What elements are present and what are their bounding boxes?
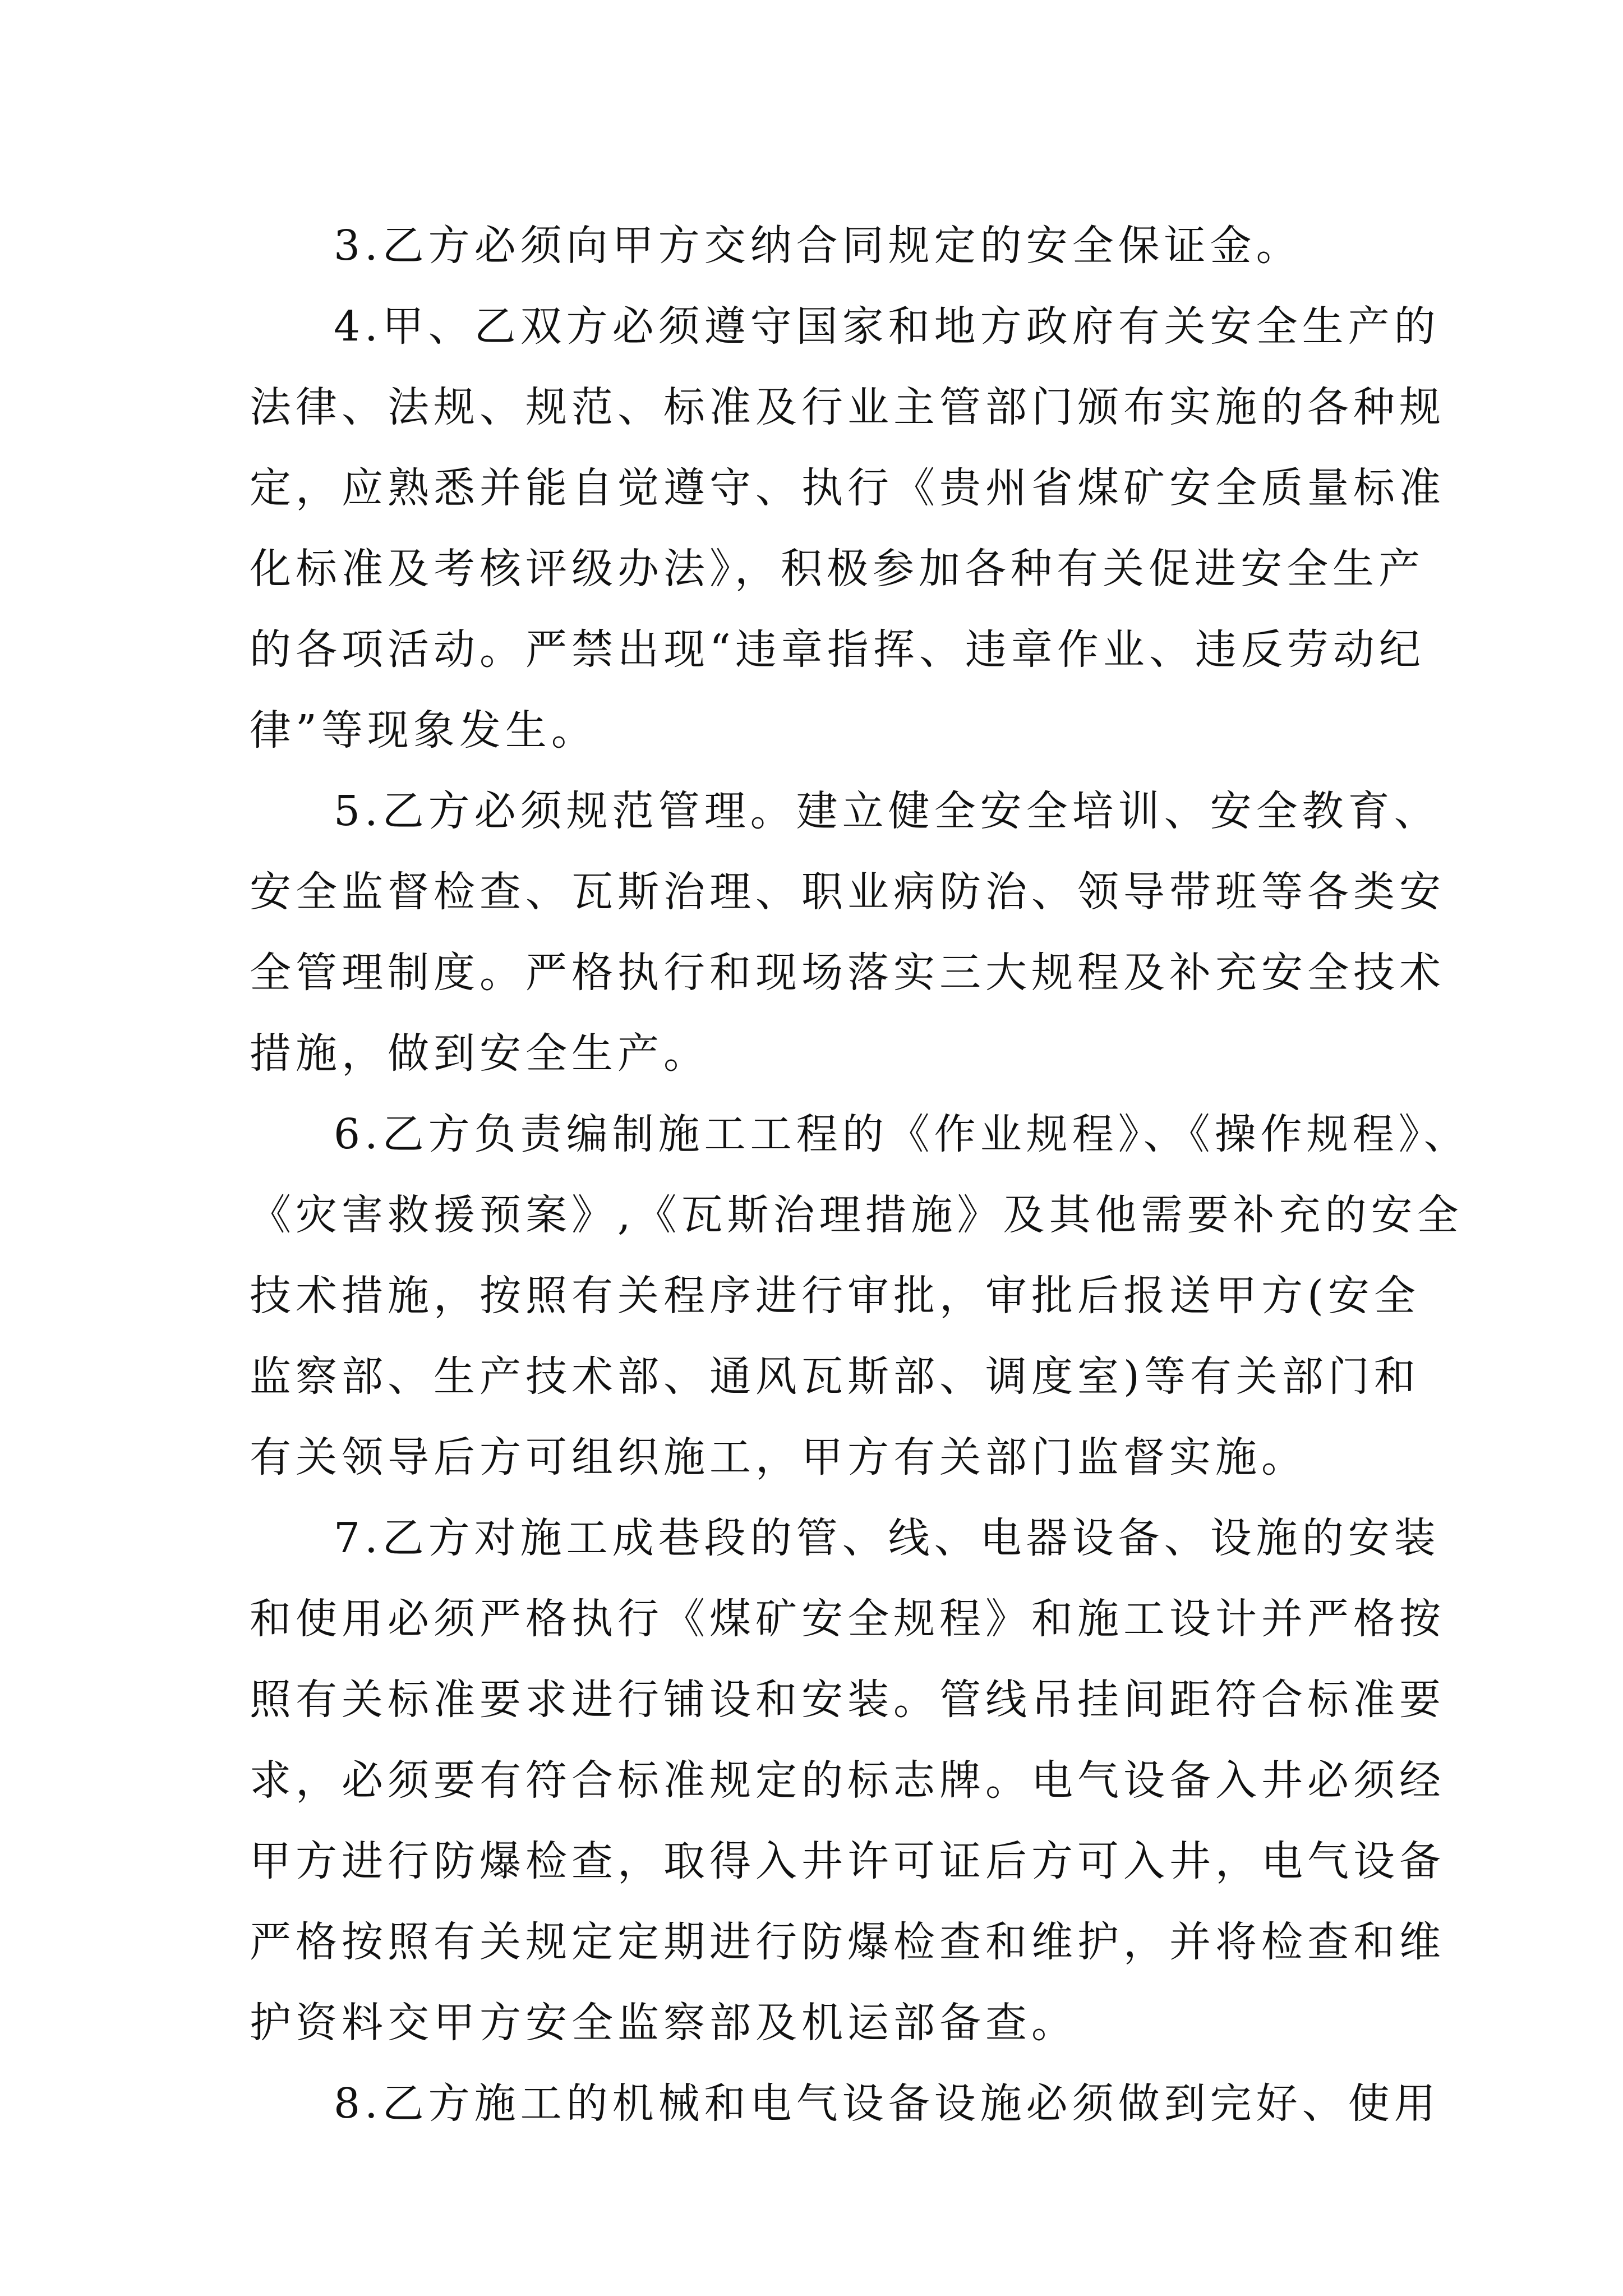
text-line: 严格按照有关规定定期进行防爆检查和维护，并将检查和维 [250, 1918, 1445, 1966]
text-line: 安全监督检查、瓦斯治理、职业病防治、领导带班等各类安 [250, 868, 1445, 916]
text-line: 4.甲、乙双方必须遵守国家和地方政府有关安全生产的 [334, 302, 1440, 351]
text-line: 的各项活动。严禁出现“违章指挥、违章作业、违反劳动纪 [250, 625, 1425, 674]
text-line: 《灾害救援预案》,《瓦斯治理措施》及其他需要补充的安全 [250, 1191, 1463, 1239]
body-text [250, 205, 1470, 2144]
text-line: 甲方进行防爆检查，取得入井许可证后方可入井，电气设备 [250, 1837, 1445, 1885]
text-line: 6.乙方负责编制施工工程的《作业规程》、《操作规程》、 [334, 1110, 1470, 1158]
text-line: 3.乙方必须向甲方交纳合同规定的安全保证金。 [334, 222, 1302, 270]
text-line: 措施，做到安全生产。 [250, 1029, 709, 1078]
text-line: 求，必须要有符合标准规定的标志牌。电气设备入井必须经 [250, 1756, 1445, 1805]
text-line: 技术措施，按照有关程序进行审批，审批后报送甲方(安全 [250, 1272, 1420, 1320]
text-line: 有关领导后方可组织施工，甲方有关部门监督实施。 [250, 1433, 1307, 1481]
text-line: 7.乙方对施工成巷段的管、线、电器设备、设施的安装 [334, 1514, 1440, 1562]
text-line: 定，应熟悉并能自觉遵守、执行《贵州省煤矿安全质量标准 [250, 464, 1445, 512]
text-line: 化标准及考核评级办法》，积极参加各种有关促进安全生产 [250, 545, 1424, 593]
text-line: 全管理制度。严格执行和现场落实三大规程及补充安全技术 [250, 949, 1445, 997]
text-line: 照有关标准要求进行铺设和安装。管线吊挂间距符合标准要 [250, 1676, 1445, 1724]
text-line: 5.乙方必须规范管理。建立健全安全培训、安全教育、 [334, 787, 1440, 835]
text-line: 8.乙方施工的机械和电气设备设施必须做到完好、使用 [334, 2079, 1440, 2128]
text-line: 监察部、生产技术部、通风瓦斯部、调度室)等有关部门和 [250, 1352, 1420, 1401]
text-line: 和使用必须严格执行《煤矿安全规程》和施工设计并严格按 [250, 1595, 1445, 1643]
text-line: 律”等现象发生。 [250, 706, 597, 754]
text-line: 法律、法规、规范、标准及行业主管部门颁布实施的各种规 [250, 383, 1445, 431]
text-line: 护资料交甲方安全监察部及机运部备查。 [250, 1999, 1077, 2047]
